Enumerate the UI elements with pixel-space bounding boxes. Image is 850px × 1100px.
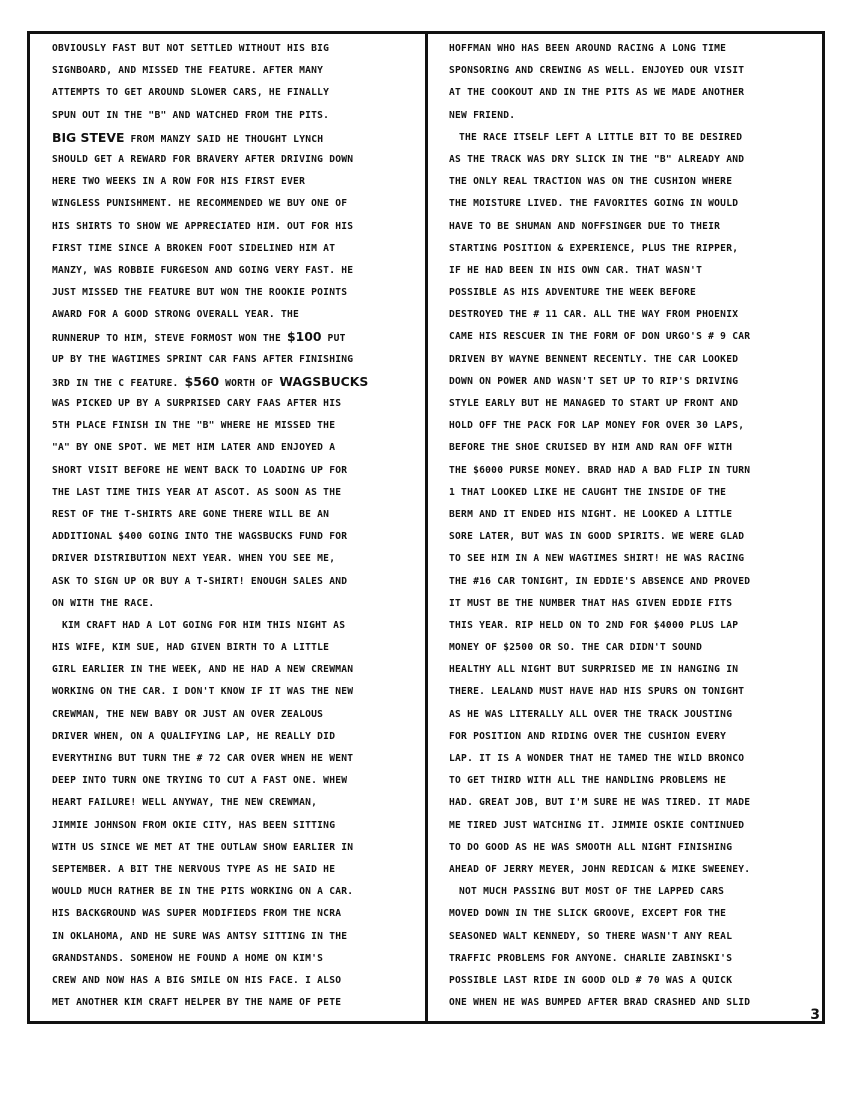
text-line xyxy=(449,238,809,260)
text-line xyxy=(52,60,412,82)
line-text: SIGNBOARD, AND MISSED THE FEATURE. AFTER MANY xyxy=(52,65,324,77)
line-text: DRIVER WHEN, ON A QUALIFYING LAP, HE REALLY DID xyxy=(52,730,336,742)
line-text: WAS PICKED UP BY A SURPRISED CARY FAAS AFTER HIS xyxy=(52,398,342,409)
text-line xyxy=(449,304,809,326)
text-line xyxy=(52,260,412,282)
line-text: MANZY, WAS ROBBIE FURGESON AND GOING VERY FAST. HE xyxy=(52,264,354,276)
text-line xyxy=(449,770,809,792)
line-text: THE #16 CAR TONIGHT, IN EDDIE'S ABSENCE AND PROVED xyxy=(449,575,751,587)
line-text: BEFORE THE SHOE CRUISED BY HIM AND RAN OFF WITH xyxy=(449,442,733,454)
text-line xyxy=(449,681,809,703)
line-text: SEASONED WALT KENNEDY, SO THERE WASN'T ANY REAL xyxy=(449,930,733,942)
text-line xyxy=(52,415,412,437)
line-text: PUT xyxy=(321,333,346,345)
line-text: JIMMIE JOHNSON FROM OKIE CITY, HAS BEEN SITTING xyxy=(52,819,336,831)
line-text: DRIVEN BY WAYNE BENNENT RECENTLY. THE CAR LOOKED xyxy=(449,353,739,365)
text-line xyxy=(449,393,809,415)
line-text: STYLE EARLY BUT HE MANAGED TO START UP FRONT AND xyxy=(449,398,739,409)
emphasized-text: $100 xyxy=(287,329,322,345)
text-line xyxy=(52,105,412,127)
line-text: DRIVER DISTRIBUTION NEXT YEAR. WHEN YOU SEE ME, xyxy=(52,553,336,565)
emphasized-text: $560 xyxy=(184,373,220,389)
line-text: THE MOISTURE LIVED. THE FAVORITES GOING IN WOULD xyxy=(449,198,739,210)
line-text: MOVED DOWN IN THE SLICK GROOVE, EXCEPT FOR THE xyxy=(449,908,727,920)
line-text: AWARD FOR A GOOD STRONG OVERALL YEAR. THE xyxy=(52,309,300,321)
text-line xyxy=(52,926,412,948)
text-line xyxy=(449,970,809,992)
text-line xyxy=(52,903,412,925)
text-line xyxy=(52,704,412,726)
line-text: AHEAD OF JERRY MEYER, JOHN REDICAN & MIKE SWEENEY. xyxy=(449,863,751,875)
line-text: THE ONLY REAL TRACTION WAS ON THE CUSHION WHERE xyxy=(449,176,733,188)
line-text: CREW AND NOW HAS A BIG SMILE ON HIS FACE. I ALSO xyxy=(52,974,342,986)
text-line xyxy=(52,504,412,526)
text-line xyxy=(52,393,412,415)
line-text: ONE WHEN HE WAS BUMPED AFTER BRAD CRASHED AND SLID xyxy=(449,997,751,1009)
text-line xyxy=(52,859,412,881)
text-line xyxy=(449,704,809,726)
line-text: SPONSORING AND CREWING AS WELL. ENJOYED OUR VISIT xyxy=(449,65,745,77)
line-text: WOULD MUCH RATHER BE IN THE PITS WORKING ON A CAR. xyxy=(52,886,354,898)
text-line xyxy=(52,349,412,371)
line-text: EVERYTHING BUT TURN THE # 72 CAR OVER WHEN HE WENT xyxy=(52,753,354,764)
line-text: HERE TWO WEEKS IN A ROW FOR HIS FIRST EVER xyxy=(52,176,306,188)
text-line xyxy=(449,349,809,371)
text-line xyxy=(449,659,809,681)
text-line xyxy=(449,260,809,282)
text-line xyxy=(52,659,412,681)
text-line xyxy=(52,992,412,1014)
text-line xyxy=(449,371,809,393)
text-line xyxy=(52,748,412,770)
line-text: TO DO GOOD AS HE WAS SMOOTH ALL NIGHT FINISHING xyxy=(449,841,733,853)
text-line xyxy=(52,326,412,348)
line-text: HIS SHIRTS TO SHOW WE APPRECIATED HIM. OUT FOR HIS xyxy=(52,220,354,232)
line-text: 1 THAT LOOKED LIKE HE CAUGHT THE INSIDE OF THE xyxy=(449,486,727,498)
text-line xyxy=(449,282,809,304)
line-text: ON WITH THE RACE. xyxy=(52,597,155,609)
line-text: AT THE COOKOUT AND IN THE PITS AS WE MADE ANOTHER xyxy=(449,87,745,99)
line-text: THE $6000 PURSE MONEY. BRAD HAD A BAD FLIP IN TURN xyxy=(449,464,751,476)
line-text: MONEY OF $2500 OR SO. THE CAR DIDN'T SOUND xyxy=(449,642,703,654)
line-text: RUNNERUP TO HIM, STEVE FORMOST WON THE xyxy=(52,333,288,345)
text-line xyxy=(449,149,809,171)
line-text: MET ANOTHER KIM CRAFT HELPER BY THE NAME OF PETE xyxy=(52,997,342,1009)
line-text: SHORT VISIT BEFORE HE WENT BACK TO LOADING UP FOR xyxy=(52,464,348,476)
text-line xyxy=(52,238,412,260)
line-text: SORE LATER, BUT WAS IN GOOD SPIRITS. WE WERE GLAD xyxy=(449,531,745,543)
line-text: HAVE TO BE SHUMAN AND NOFFSINGER DUE TO THEIR xyxy=(449,220,721,232)
line-text: ADDITIONAL $400 GOING INTO THE WAGSBUCKS FUND FOR xyxy=(52,531,348,543)
text-line xyxy=(52,881,412,903)
text-line xyxy=(449,437,809,459)
text-line xyxy=(52,571,412,593)
line-text: "A" BY ONE SPOT. WE MET HIM LATER AND ENJOYED A xyxy=(52,442,336,454)
emphasized-text: WAGSBUCKS xyxy=(279,373,369,389)
line-text: REST OF THE T-SHIRTS ARE GONE THERE WILL BE AN xyxy=(52,508,330,520)
line-text: 3RD IN THE C FEATURE. xyxy=(52,377,185,389)
text-line xyxy=(52,216,412,238)
text-line xyxy=(449,127,809,149)
line-text: NOT MUCH PASSING BUT MOST OF THE LAPPED CARS xyxy=(459,886,725,898)
line-text: ATTEMPTS TO GET AROUND SLOWER CARS, HE FINALLY xyxy=(52,87,330,99)
text-line xyxy=(449,992,809,1014)
column-divider xyxy=(425,31,428,1024)
text-line xyxy=(52,837,412,859)
line-text: FIRST TIME SINCE A BROKEN FOOT SIDELINED HIM AT xyxy=(52,242,336,254)
line-text: KIM CRAFT HAD A LOT GOING FOR HIM THIS NIGHT AS xyxy=(62,619,346,631)
line-text: HIS BACKGROUND WAS SUPER MODIFIEDS FROM THE NCRA xyxy=(52,908,342,920)
left-column xyxy=(52,38,412,1014)
text-line xyxy=(449,926,809,948)
text-line xyxy=(52,38,412,60)
line-text: FOR POSITION AND RIDING OVER THE CUSHION EVERY xyxy=(449,730,727,742)
text-line xyxy=(52,171,412,193)
text-line xyxy=(52,637,412,659)
text-line xyxy=(52,482,412,504)
line-text: AS THE TRACK WAS DRY SLICK IN THE "B" ALREADY AND xyxy=(449,153,745,165)
line-text: TO SEE HIM IN A NEW WAGTIMES SHIRT! HE WAS RACING xyxy=(449,553,745,565)
line-text: WITH US SINCE WE MET AT THE OUTLAW SHOW EARLIER IN xyxy=(52,841,354,853)
line-text: ME TIRED JUST WATCHING IT. JIMMIE OSKIE CONTINUED xyxy=(449,819,745,831)
text-line xyxy=(52,548,412,570)
text-line xyxy=(449,748,809,770)
text-line xyxy=(449,726,809,748)
line-text: THIS YEAR. RIP HELD ON TO 2ND FOR $4000 PLUS LAP xyxy=(449,619,739,631)
text-line xyxy=(449,82,809,104)
line-text: NEW FRIEND. xyxy=(449,109,516,121)
text-line xyxy=(52,282,412,304)
text-line xyxy=(52,681,412,703)
text-line xyxy=(449,859,809,881)
line-text: GIRL EARLIER IN THE WEEK, AND HE HAD A NEW CREWMAN xyxy=(52,664,354,676)
line-text: UP BY THE WAGTIMES SPRINT CAR FANS AFTER FINISHING xyxy=(52,353,354,365)
text-line xyxy=(52,193,412,215)
line-text: DOWN ON POWER AND WASN'T SET UP TO RIP'S DRIVING xyxy=(449,375,739,387)
line-text: WINGLESS PUNISHMENT. HE RECOMMENDED WE BUY ONE OF xyxy=(52,198,348,210)
text-line xyxy=(449,637,809,659)
line-text: TO GET THIRD WITH ALL THE HANDLING PROBLEMS HE xyxy=(449,775,727,787)
line-text: 5TH PLACE FINISH IN THE "B" WHERE HE MISSED THE xyxy=(52,420,336,432)
line-text: WORTH OF xyxy=(219,377,280,389)
text-line xyxy=(449,837,809,859)
line-text: IT MUST BE THE NUMBER THAT HAS GIVEN EDDIE FITS xyxy=(449,597,733,609)
line-text: POSSIBLE LAST RIDE IN GOOD OLD # 70 WAS A QUICK xyxy=(449,974,733,986)
line-text: IN OKLAHOMA, AND HE SURE WAS ANTSY SITTING IN THE xyxy=(52,930,348,942)
text-line xyxy=(52,615,412,637)
line-text: CREWMAN, THE NEW BABY OR JUST AN OVER ZEALOUS xyxy=(52,708,324,720)
line-text: THE LAST TIME THIS YEAR AT ASCOT. AS SOON AS THE xyxy=(52,486,342,498)
text-line xyxy=(449,903,809,925)
text-line xyxy=(449,593,809,615)
line-text: GRANDSTANDS. SOMEHOW HE FOUND A HOME ON KIM'S xyxy=(52,952,324,964)
text-line xyxy=(449,460,809,482)
line-text: TRAFFIC PROBLEMS FOR ANYONE. CHARLIE ZABINSKI'S xyxy=(449,952,733,964)
line-text: STARTING POSITION & EXPERIENCE, PLUS THE RIPPER, xyxy=(449,242,739,254)
text-line xyxy=(52,948,412,970)
text-line xyxy=(449,815,809,837)
line-text: HAD. GREAT JOB, BUT I'M SURE HE WAS TIRED. IT MADE xyxy=(449,797,751,809)
line-text: POSSIBLE AS HIS ADVENTURE THE WEEK BEFORE xyxy=(449,287,697,299)
line-text: OBVIOUSLY FAST BUT NOT SETTLED WITHOUT HIS BIG xyxy=(52,43,330,54)
emphasized-text: BIG STEVE xyxy=(52,129,125,145)
text-line xyxy=(449,193,809,215)
text-line xyxy=(52,304,412,326)
line-text: JUST MISSED THE FEATURE BUT WON THE ROOKIE POINTS xyxy=(52,287,348,299)
line-text: FROM MANZY SAID HE THOUGHT LYNCH xyxy=(124,133,324,145)
text-line xyxy=(449,415,809,437)
text-line xyxy=(449,615,809,637)
right-column xyxy=(449,38,809,1014)
text-line xyxy=(52,460,412,482)
text-line xyxy=(52,82,412,104)
line-text: HEART FAILURE! WELL ANYWAY, THE NEW CREWMAN, xyxy=(52,797,318,809)
line-text: SPUN OUT IN THE "B" AND WATCHED FROM THE PITS. xyxy=(52,109,330,121)
line-text: ASK TO SIGN UP OR BUY A T-SHIRT! ENOUGH SALES AND xyxy=(52,575,348,587)
text-line xyxy=(449,792,809,814)
text-line xyxy=(52,792,412,814)
text-line xyxy=(449,326,809,348)
text-line xyxy=(449,482,809,504)
line-text: WORKING ON THE CAR. I DON'T KNOW IF IT WAS THE NEW xyxy=(52,686,354,698)
line-text: IF HE HAD BEEN IN HIS OWN CAR. THAT WASN'T xyxy=(449,264,703,276)
line-text: AS HE WAS LITERALLY ALL OVER THE TRACK JOUSTING xyxy=(449,708,733,720)
line-text: CAME HIS RESCUER IN THE FORM OF DON URGO'S # 9 CAR xyxy=(449,331,751,343)
text-line xyxy=(52,815,412,837)
text-line xyxy=(52,371,412,393)
text-line xyxy=(52,770,412,792)
line-text: HEALTHY ALL NIGHT BUT SURPRISED ME IN HANGING IN xyxy=(449,664,739,676)
text-line xyxy=(449,571,809,593)
text-line xyxy=(52,970,412,992)
line-text: LAP. IT IS A WONDER THAT HE TAMED THE WILD BRONCO xyxy=(449,753,745,764)
text-line xyxy=(449,38,809,60)
text-line xyxy=(52,127,412,149)
text-line xyxy=(52,526,412,548)
line-text: SHOULD GET A REWARD FOR BRAVERY AFTER DRIVING DOWN xyxy=(52,153,354,165)
line-text: SEPTEMBER. A BIT THE NERVOUS TYPE AS HE SAID HE xyxy=(52,863,336,875)
line-text: HOFFMAN WHO HAS BEEN AROUND RACING A LONG TIME xyxy=(449,43,727,54)
text-line xyxy=(449,504,809,526)
line-text: THERE. LEALAND MUST HAVE HAD HIS SPURS ON TONIGHT xyxy=(449,686,745,698)
line-text: BERM AND IT ENDED HIS NIGHT. HE LOOKED A LITTLE xyxy=(449,508,733,520)
text-line xyxy=(449,60,809,82)
text-line xyxy=(52,149,412,171)
text-line xyxy=(449,948,809,970)
line-text: HIS WIFE, KIM SUE, HAD GIVEN BIRTH TO A LITTLE xyxy=(52,642,330,654)
line-text: DESTROYED THE # 11 CAR. ALL THE WAY FROM PHOENIX xyxy=(449,309,739,321)
text-line xyxy=(52,593,412,615)
text-line xyxy=(449,171,809,193)
line-text: DEEP INTO TURN ONE TRYING TO CUT A FAST ONE. WHEW xyxy=(52,775,348,787)
page-number: 3 xyxy=(810,1007,820,1023)
text-line xyxy=(52,437,412,459)
text-line xyxy=(449,105,809,127)
line-text: HOLD OFF THE PACK FOR LAP MONEY FOR OVER 30 LAPS, xyxy=(449,420,745,432)
text-line xyxy=(449,881,809,903)
text-line xyxy=(449,216,809,238)
line-text: THE RACE ITSELF LEFT A LITTLE BIT TO BE DESIRED xyxy=(459,131,743,143)
text-line xyxy=(52,726,412,748)
text-line xyxy=(449,548,809,570)
text-line xyxy=(449,526,809,548)
